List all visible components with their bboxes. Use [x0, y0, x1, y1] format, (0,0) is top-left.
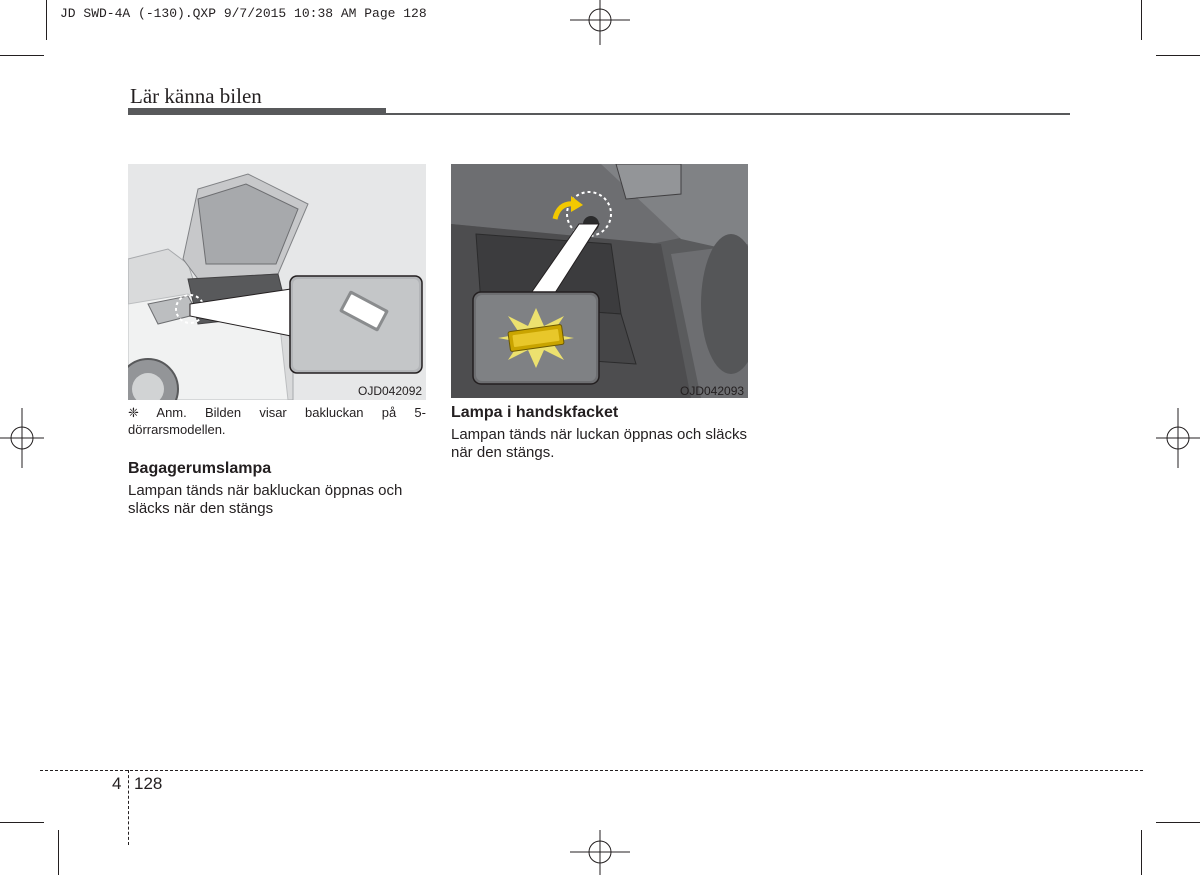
registration-mark-bottom	[570, 830, 630, 875]
tailgate-lamp-figure	[128, 164, 426, 400]
glovebox-lamp-figure	[451, 164, 748, 398]
registration-mark-left	[0, 408, 44, 468]
header-rule-thick	[128, 108, 386, 115]
crop-mark-bottom-right-v	[1141, 830, 1142, 875]
crop-mark-top-right-v	[1141, 0, 1142, 40]
chapter-title: Lär känna bilen	[130, 84, 262, 108]
crop-mark-bottom-left-h	[0, 822, 44, 823]
chapter-number: 4	[112, 774, 122, 793]
figure-code-middle: OJD042093	[680, 384, 745, 398]
registration-mark-right	[1156, 408, 1200, 468]
figure-code-left: OJD042092	[358, 384, 423, 398]
footer-vertical-dashed-rule	[128, 770, 129, 845]
section-body-luggage-lamp: Lampan tänds när bakluckan öppnas och släcks när den stängs	[128, 482, 403, 517]
section-body-glovebox-lamp: Lampan tänds när luckan öppnas och släcks när den stängs.	[451, 426, 748, 461]
tailgate-illustration	[128, 164, 426, 400]
section-heading-luggage-lamp: Bagagerumslampa	[128, 460, 272, 477]
crop-mark-top-right-h	[1156, 55, 1200, 56]
crop-mark-top-left-h	[0, 55, 44, 56]
glovebox-illustration	[451, 164, 748, 398]
crop-mark-bottom-left-v	[58, 830, 59, 875]
header-rule-thin	[386, 113, 1070, 115]
page-number: 128	[134, 774, 163, 793]
crop-mark-top-left-v	[46, 0, 47, 40]
registration-mark-top	[570, 0, 630, 45]
crop-mark-bottom-right-h	[1156, 822, 1200, 823]
footer-dashed-rule	[40, 770, 1143, 771]
print-info: JD SWD-4A (-130).QXP 9/7/2015 10:38 AM Page 128	[60, 6, 427, 21]
section-heading-glovebox-lamp: Lampa i handskfacket	[451, 404, 619, 421]
figure-note: ❈ Anm. Bilden visar bakluckan på 5-dörrarsmodellen.	[128, 405, 426, 437]
